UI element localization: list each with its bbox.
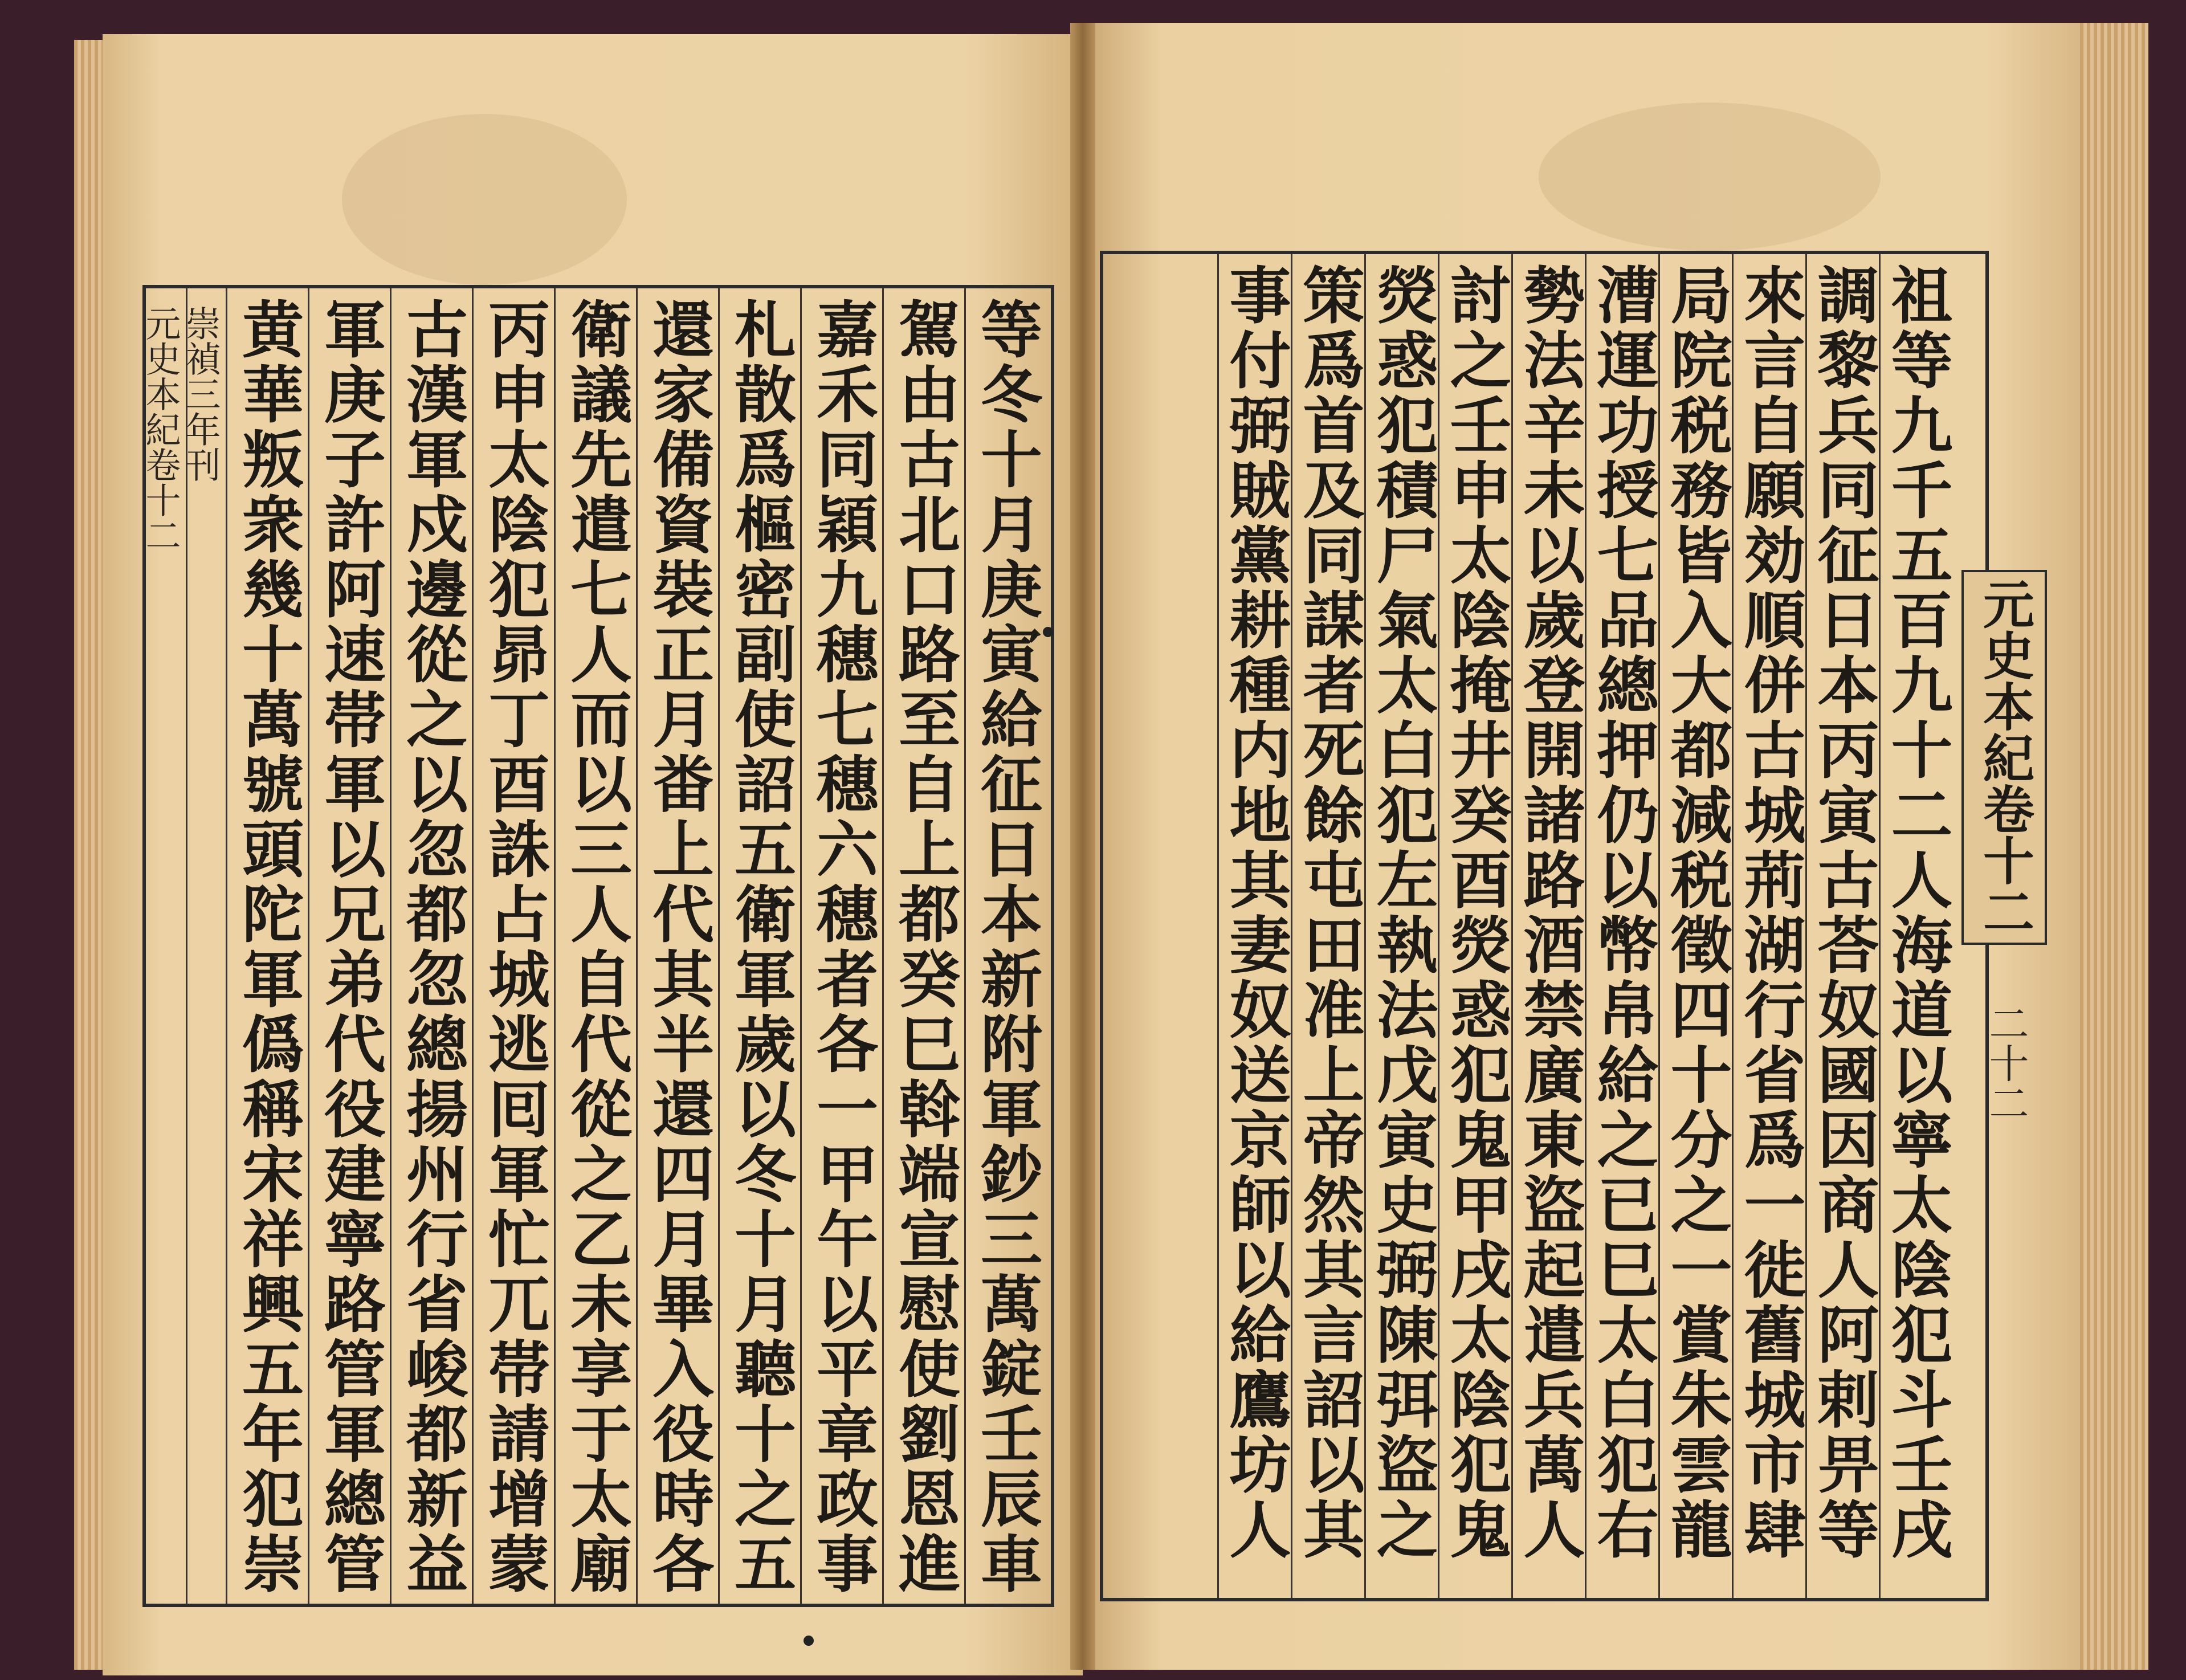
right-page-edge bbox=[2080, 23, 2148, 1670]
text-column: 嘉禾同穎九穗七穗六穗者各一甲午以平章政事 bbox=[800, 288, 882, 1604]
margin-title: 元史本紀卷十二 bbox=[140, 305, 181, 553]
text-column: 祖等九千五百九十二人海道以寧太陰犯斗壬戌 bbox=[1879, 254, 1952, 1598]
text-column: 軍庚子許阿速帯軍以兄弟代役建寧路管軍總管 bbox=[308, 288, 390, 1604]
ink-dot bbox=[804, 1636, 814, 1646]
text-column: 調黎兵同征日本丙寅古荅奴國因商人阿剌畀等 bbox=[1805, 254, 1879, 1598]
text-column: 等冬十月庚寅給征日本新附軍鈔三萬錠壬辰車 bbox=[964, 288, 1046, 1604]
ink-dot bbox=[1043, 627, 1053, 637]
paper-stain bbox=[342, 114, 627, 285]
text-column: 局院税務皆入大都減税徵四十分之一賞朱雲龍 bbox=[1658, 254, 1732, 1598]
text-column: 勢法辛未以歲登開諸路酒禁廣東盜起遣兵萬人 bbox=[1511, 254, 1585, 1598]
text-column: 策爲首及同謀者死餘屯田准上帝然其言詔以其 bbox=[1291, 254, 1364, 1598]
text-column: 來言自願効順併古城荊湖行省爲一徙舊城市肆 bbox=[1732, 254, 1805, 1598]
text-column: 札散爲樞密副使詔五衛軍歲以冬十月聽十之五 bbox=[718, 288, 800, 1604]
text-column: 事付弼賊黨耕種内地其妻奴送京師以給鷹坊人 bbox=[1217, 254, 1291, 1598]
margin-edition: 崇禎三年刊 bbox=[186, 288, 226, 1604]
right-text-columns bbox=[1103, 254, 1952, 1598]
running-title: 元史本紀卷十二 bbox=[1961, 570, 2047, 945]
text-column: 討之壬申太陰掩井癸酉熒惑犯鬼甲戌太陰犯鬼 bbox=[1438, 254, 1511, 1598]
text-column: 漕運功授七品總押仍以幣帛給之已巳太白犯右 bbox=[1585, 254, 1658, 1598]
book-spine bbox=[1070, 23, 1095, 1670]
text-column: 駕由古北口路至自上都癸巳斡端宣慰使劉恩進 bbox=[882, 288, 964, 1604]
paper-stain bbox=[1539, 103, 1881, 251]
page-number: 二十二 bbox=[1983, 1003, 2029, 1123]
left-margin-strip bbox=[140, 288, 226, 1604]
text-column: 黄華叛衆幾十萬號頭陀軍僞稱宋祥興五年犯崇 bbox=[226, 288, 308, 1604]
text-column: 還家備資裝正月畨上代其半還四月畢入役時各 bbox=[636, 288, 718, 1604]
text-column: 熒惑犯積尸氣太白犯左執法戊寅史弼陳弭盜之 bbox=[1364, 254, 1438, 1598]
text-column: 丙申太陰犯昴丁酉誅占城逃囘軍忙兀帯請增蒙 bbox=[472, 288, 554, 1604]
text-column: 衛議先遣七人而以三人自代從之乙未享于太廟 bbox=[554, 288, 636, 1604]
text-column: 古漢軍戍邊從之以忽都忽總揚州行省峻都新益 bbox=[390, 288, 472, 1604]
left-text-columns bbox=[226, 288, 1046, 1604]
